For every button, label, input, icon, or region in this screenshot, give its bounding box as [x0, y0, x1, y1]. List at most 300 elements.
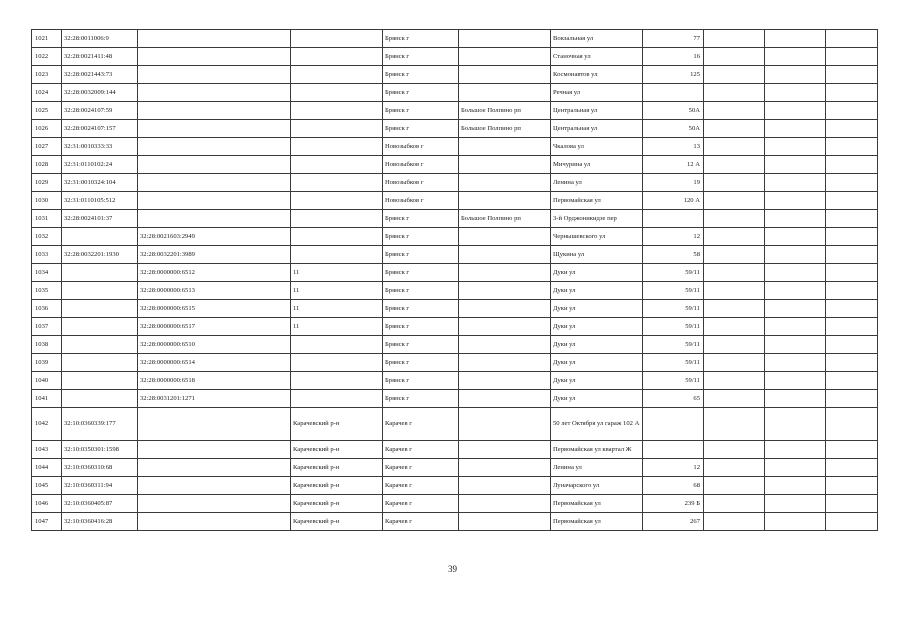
city-cell: Брянск г — [383, 228, 459, 246]
district-cell: 11 — [291, 264, 383, 282]
house-number-cell: 65 — [643, 390, 704, 408]
cadastral-number-cell: 32:10:0360311:94 — [62, 477, 138, 495]
registry-body — [32, 30, 878, 531]
house-number-cell — [643, 210, 704, 228]
page-number: 39 — [448, 564, 457, 574]
table-row — [32, 138, 878, 156]
city-cell: Брянск г — [383, 48, 459, 66]
street-cell: Чкалова ул — [551, 138, 643, 156]
empty-cell — [765, 210, 826, 228]
city-cell: Брянск г — [383, 300, 459, 318]
settlement-cell — [459, 495, 551, 513]
street-cell: Центральная ул — [551, 120, 643, 138]
cadastral-number-cell — [62, 318, 138, 336]
building-cadastral-number-cell — [138, 477, 291, 495]
district-cell — [291, 354, 383, 372]
empty-cell — [765, 441, 826, 459]
empty-cell — [826, 441, 878, 459]
row-number-cell: 1032 — [32, 228, 62, 246]
house-number-cell: 77 — [643, 30, 704, 48]
house-number-cell: 68 — [643, 477, 704, 495]
district-cell: Карачевский р-н — [291, 459, 383, 477]
building-cadastral-number-cell — [138, 30, 291, 48]
empty-cell — [826, 495, 878, 513]
empty-cell — [826, 354, 878, 372]
table-row — [32, 48, 878, 66]
empty-cell — [765, 84, 826, 102]
house-number-cell: 59/11 — [643, 336, 704, 354]
row-number-cell: 1040 — [32, 372, 62, 390]
table-row — [32, 459, 878, 477]
street-cell: 50 лет Октября ул гараж 102 А — [551, 408, 643, 441]
city-cell: Новозыбков г — [383, 156, 459, 174]
district-cell: 11 — [291, 318, 383, 336]
city-cell: Брянск г — [383, 336, 459, 354]
city-cell: Брянск г — [383, 210, 459, 228]
city-cell: Брянск г — [383, 372, 459, 390]
empty-cell — [826, 66, 878, 84]
row-number-cell: 1035 — [32, 282, 62, 300]
empty-cell — [765, 102, 826, 120]
settlement-cell — [459, 318, 551, 336]
empty-cell — [826, 513, 878, 531]
district-cell — [291, 228, 383, 246]
table-row — [32, 192, 878, 210]
row-number-cell: 1024 — [32, 84, 62, 102]
empty-cell — [826, 408, 878, 441]
empty-cell — [704, 390, 765, 408]
street-cell: Дуки ул — [551, 318, 643, 336]
table-row — [32, 66, 878, 84]
table-row — [32, 495, 878, 513]
table-row — [32, 210, 878, 228]
street-cell: Первомайская ул — [551, 513, 643, 531]
city-cell: Брянск г — [383, 390, 459, 408]
street-cell: Первомайская ул квартал Ж — [551, 441, 643, 459]
empty-cell — [704, 336, 765, 354]
district-cell — [291, 336, 383, 354]
empty-cell — [704, 246, 765, 264]
building-cadastral-number-cell — [138, 156, 291, 174]
empty-cell — [765, 318, 826, 336]
table-row — [32, 102, 878, 120]
empty-cell — [704, 156, 765, 174]
city-cell: Брянск г — [383, 84, 459, 102]
cadastral-number-cell: 32:10:0360339:177 — [62, 408, 138, 441]
cadastral-number-cell: 32:28:0024107:59 — [62, 102, 138, 120]
empty-cell — [704, 174, 765, 192]
street-cell: Дуки ул — [551, 336, 643, 354]
empty-cell — [765, 264, 826, 282]
city-cell: Карачев г — [383, 495, 459, 513]
street-cell: Щукина ул — [551, 246, 643, 264]
street-cell: Станочная ул — [551, 48, 643, 66]
settlement-cell — [459, 336, 551, 354]
settlement-cell — [459, 48, 551, 66]
empty-cell — [704, 66, 765, 84]
row-number-cell: 1031 — [32, 210, 62, 228]
city-cell: Новозыбков г — [383, 192, 459, 210]
cadastral-number-cell — [62, 354, 138, 372]
empty-cell — [765, 138, 826, 156]
street-cell: Дуки ул — [551, 390, 643, 408]
empty-cell — [765, 30, 826, 48]
cadastral-number-cell: 32:10:0360310:68 — [62, 459, 138, 477]
table-row — [32, 120, 878, 138]
city-cell: Брянск г — [383, 318, 459, 336]
settlement-cell — [459, 282, 551, 300]
empty-cell — [765, 282, 826, 300]
settlement-cell — [459, 354, 551, 372]
street-cell: Луначарского ул — [551, 477, 643, 495]
city-cell: Брянск г — [383, 246, 459, 264]
empty-cell — [826, 372, 878, 390]
empty-cell — [826, 30, 878, 48]
city-cell: Карачев г — [383, 477, 459, 495]
house-number-cell: 59/11 — [643, 318, 704, 336]
district-cell — [291, 120, 383, 138]
empty-cell — [826, 84, 878, 102]
cadastral-number-cell: 32:31:0110105:512 — [62, 192, 138, 210]
district-cell — [291, 48, 383, 66]
table-row — [32, 477, 878, 495]
table-row — [32, 174, 878, 192]
table-row — [32, 336, 878, 354]
district-cell: Карачевский р-н — [291, 408, 383, 441]
district-cell — [291, 174, 383, 192]
district-cell — [291, 66, 383, 84]
cadastral-number-cell: 32:28:0024101:37 — [62, 210, 138, 228]
empty-cell — [826, 459, 878, 477]
empty-cell — [826, 228, 878, 246]
district-cell — [291, 372, 383, 390]
street-cell: Ленина ул — [551, 174, 643, 192]
settlement-cell — [459, 84, 551, 102]
cadastral-number-cell: 32:28:0021443:73 — [62, 66, 138, 84]
cadastral-number-cell — [62, 390, 138, 408]
row-number-cell: 1023 — [32, 66, 62, 84]
settlement-cell: Большое Полпино рп — [459, 102, 551, 120]
building-cadastral-number-cell — [138, 513, 291, 531]
table-row — [32, 264, 878, 282]
settlement-cell — [459, 441, 551, 459]
empty-cell — [765, 192, 826, 210]
empty-cell — [765, 300, 826, 318]
house-number-cell: 267 — [643, 513, 704, 531]
cadastral-number-cell — [62, 228, 138, 246]
empty-cell — [704, 102, 765, 120]
row-number-cell: 1037 — [32, 318, 62, 336]
table-row — [32, 84, 878, 102]
empty-cell — [704, 138, 765, 156]
street-cell: Дуки ул — [551, 282, 643, 300]
row-number-cell: 1041 — [32, 390, 62, 408]
empty-cell — [826, 48, 878, 66]
street-cell: Первомайская ул — [551, 495, 643, 513]
row-number-cell: 1025 — [32, 102, 62, 120]
street-cell: Дуки ул — [551, 300, 643, 318]
empty-cell — [704, 354, 765, 372]
building-cadastral-number-cell — [138, 408, 291, 441]
empty-cell — [765, 372, 826, 390]
empty-cell — [704, 513, 765, 531]
cadastral-number-cell — [62, 372, 138, 390]
empty-cell — [826, 210, 878, 228]
cadastral-number-cell — [62, 300, 138, 318]
settlement-cell — [459, 192, 551, 210]
table-row — [32, 228, 878, 246]
street-cell: Дуки ул — [551, 372, 643, 390]
row-number-cell: 1047 — [32, 513, 62, 531]
empty-cell — [826, 246, 878, 264]
district-cell — [291, 102, 383, 120]
house-number-cell: 16 — [643, 48, 704, 66]
district-cell — [291, 246, 383, 264]
row-number-cell: 1030 — [32, 192, 62, 210]
empty-cell — [826, 282, 878, 300]
settlement-cell — [459, 459, 551, 477]
house-number-cell: 59/11 — [643, 300, 704, 318]
street-cell: Космонавтов ул — [551, 66, 643, 84]
empty-cell — [826, 477, 878, 495]
empty-cell — [826, 390, 878, 408]
row-number-cell: 1027 — [32, 138, 62, 156]
settlement-cell — [459, 408, 551, 441]
house-number-cell: 13 — [643, 138, 704, 156]
row-number-cell: 1045 — [32, 477, 62, 495]
district-cell — [291, 156, 383, 174]
house-number-cell: 12 — [643, 459, 704, 477]
street-cell: Мичурина ул — [551, 156, 643, 174]
street-cell: Первомайская ул — [551, 192, 643, 210]
row-number-cell: 1022 — [32, 48, 62, 66]
row-number-cell: 1026 — [32, 120, 62, 138]
building-cadastral-number-cell — [138, 48, 291, 66]
row-number-cell: 1021 — [32, 30, 62, 48]
district-cell: 11 — [291, 300, 383, 318]
city-cell: Карачев г — [383, 408, 459, 441]
settlement-cell — [459, 174, 551, 192]
empty-cell — [704, 120, 765, 138]
house-number-cell: 125 — [643, 66, 704, 84]
empty-cell — [765, 408, 826, 441]
building-cadastral-number-cell — [138, 102, 291, 120]
house-number-cell: 50А — [643, 102, 704, 120]
city-cell: Карачев г — [383, 513, 459, 531]
house-number-cell — [643, 408, 704, 441]
street-cell: Вокзальная ул — [551, 30, 643, 48]
empty-cell — [826, 318, 878, 336]
building-cadastral-number-cell — [138, 138, 291, 156]
city-cell: Брянск г — [383, 120, 459, 138]
table-row — [32, 354, 878, 372]
house-number-cell: 120 А — [643, 192, 704, 210]
cadastral-number-cell: 32:28:0032009:144 — [62, 84, 138, 102]
building-cadastral-number-cell — [138, 120, 291, 138]
house-number-cell — [643, 441, 704, 459]
table-row — [32, 282, 878, 300]
building-cadastral-number-cell — [138, 192, 291, 210]
building-cadastral-number-cell: 32:28:0032201:3989 — [138, 246, 291, 264]
cadastral-number-cell — [62, 264, 138, 282]
settlement-cell — [459, 372, 551, 390]
cadastral-number-cell: 32:28:0021411:48 — [62, 48, 138, 66]
empty-cell — [704, 408, 765, 441]
empty-cell — [704, 495, 765, 513]
table-row — [32, 300, 878, 318]
settlement-cell: Большое Полпино рп — [459, 120, 551, 138]
cadastral-number-cell: 32:31:0010324:104 — [62, 174, 138, 192]
cadastral-number-cell: 32:31:0110102:24 — [62, 156, 138, 174]
row-number-cell: 1038 — [32, 336, 62, 354]
empty-cell — [765, 477, 826, 495]
empty-cell — [826, 264, 878, 282]
district-cell: 11 — [291, 282, 383, 300]
building-cadastral-number-cell: 32:28:0021603:2949 — [138, 228, 291, 246]
row-number-cell: 1042 — [32, 408, 62, 441]
street-cell: Центральная ул — [551, 102, 643, 120]
house-number-cell: 12 А — [643, 156, 704, 174]
building-cadastral-number-cell: 32:28:0000000:6512 — [138, 264, 291, 282]
row-number-cell: 1028 — [32, 156, 62, 174]
district-cell — [291, 390, 383, 408]
building-cadastral-number-cell — [138, 495, 291, 513]
row-number-cell: 1043 — [32, 441, 62, 459]
cadastral-number-cell: 32:28:0024107:157 — [62, 120, 138, 138]
district-cell — [291, 84, 383, 102]
empty-cell — [704, 30, 765, 48]
empty-cell — [765, 459, 826, 477]
row-number-cell: 1036 — [32, 300, 62, 318]
house-number-cell: 239 Б — [643, 495, 704, 513]
cadastral-number-cell: 32:28:0011006:9 — [62, 30, 138, 48]
district-cell: Карачевский р-н — [291, 495, 383, 513]
house-number-cell: 59/11 — [643, 264, 704, 282]
empty-cell — [704, 228, 765, 246]
city-cell: Брянск г — [383, 354, 459, 372]
empty-cell — [765, 48, 826, 66]
city-cell: Карачев г — [383, 441, 459, 459]
empty-cell — [765, 246, 826, 264]
cadastral-number-cell: 32:10:0350301:1598 — [62, 441, 138, 459]
building-cadastral-number-cell: 32:28:0000000:6513 — [138, 282, 291, 300]
row-number-cell: 1044 — [32, 459, 62, 477]
empty-cell — [765, 336, 826, 354]
building-cadastral-number-cell — [138, 441, 291, 459]
empty-cell — [765, 390, 826, 408]
district-cell — [291, 192, 383, 210]
city-cell: Брянск г — [383, 102, 459, 120]
empty-cell — [704, 300, 765, 318]
cadastral-number-cell: 32:10:0360416:28 — [62, 513, 138, 531]
building-cadastral-number-cell: 32:28:0000000:6514 — [138, 354, 291, 372]
empty-cell — [704, 318, 765, 336]
street-cell: Дуки ул — [551, 354, 643, 372]
empty-cell — [704, 210, 765, 228]
empty-cell — [826, 102, 878, 120]
settlement-cell — [459, 30, 551, 48]
empty-cell — [704, 264, 765, 282]
settlement-cell — [459, 228, 551, 246]
settlement-cell — [459, 156, 551, 174]
empty-cell — [826, 174, 878, 192]
row-number-cell: 1034 — [32, 264, 62, 282]
settlement-cell — [459, 513, 551, 531]
cadastral-number-cell: 32:10:0360405:87 — [62, 495, 138, 513]
empty-cell — [704, 282, 765, 300]
empty-cell — [826, 138, 878, 156]
building-cadastral-number-cell — [138, 174, 291, 192]
house-number-cell: 59/11 — [643, 282, 704, 300]
building-cadastral-number-cell: 32:28:0031201:1271 — [138, 390, 291, 408]
building-cadastral-number-cell — [138, 84, 291, 102]
district-cell — [291, 138, 383, 156]
settlement-cell — [459, 264, 551, 282]
row-number-cell: 1046 — [32, 495, 62, 513]
table-row — [32, 441, 878, 459]
building-cadastral-number-cell: 32:28:0000000:6515 — [138, 300, 291, 318]
table-row — [32, 246, 878, 264]
district-cell — [291, 30, 383, 48]
building-cadastral-number-cell — [138, 210, 291, 228]
empty-cell — [826, 192, 878, 210]
city-cell: Новозыбков г — [383, 138, 459, 156]
table-row — [32, 372, 878, 390]
city-cell: Брянск г — [383, 66, 459, 84]
district-cell — [291, 210, 383, 228]
empty-cell — [765, 120, 826, 138]
empty-cell — [765, 354, 826, 372]
row-number-cell: 1039 — [32, 354, 62, 372]
table-row — [32, 513, 878, 531]
empty-cell — [765, 174, 826, 192]
street-cell: Дуки ул — [551, 264, 643, 282]
row-number-cell: 1029 — [32, 174, 62, 192]
empty-cell — [826, 300, 878, 318]
cadastral-number-cell: 32:28:0032201:1930 — [62, 246, 138, 264]
cadastral-number-cell: 32:31:0010333:33 — [62, 138, 138, 156]
table-row — [32, 318, 878, 336]
table-row — [32, 30, 878, 48]
settlement-cell — [459, 246, 551, 264]
settlement-cell — [459, 138, 551, 156]
house-number-cell: 59/11 — [643, 354, 704, 372]
city-cell: Брянск г — [383, 30, 459, 48]
empty-cell — [704, 477, 765, 495]
building-cadastral-number-cell: 32:28:0000000:6517 — [138, 318, 291, 336]
empty-cell — [704, 84, 765, 102]
house-number-cell: 19 — [643, 174, 704, 192]
empty-cell — [765, 66, 826, 84]
building-cadastral-number-cell — [138, 66, 291, 84]
settlement-cell — [459, 300, 551, 318]
empty-cell — [826, 156, 878, 174]
empty-cell — [704, 192, 765, 210]
empty-cell — [765, 495, 826, 513]
empty-cell — [765, 228, 826, 246]
empty-cell — [704, 459, 765, 477]
house-number-cell: 58 — [643, 246, 704, 264]
street-cell: Чернышевского ул — [551, 228, 643, 246]
city-cell: Брянск г — [383, 264, 459, 282]
street-cell: Ленина ул — [551, 459, 643, 477]
row-number-cell: 1033 — [32, 246, 62, 264]
empty-cell — [765, 156, 826, 174]
table-row — [32, 156, 878, 174]
city-cell: Новозыбков г — [383, 174, 459, 192]
house-number-cell: 50А — [643, 120, 704, 138]
table-row — [32, 390, 878, 408]
